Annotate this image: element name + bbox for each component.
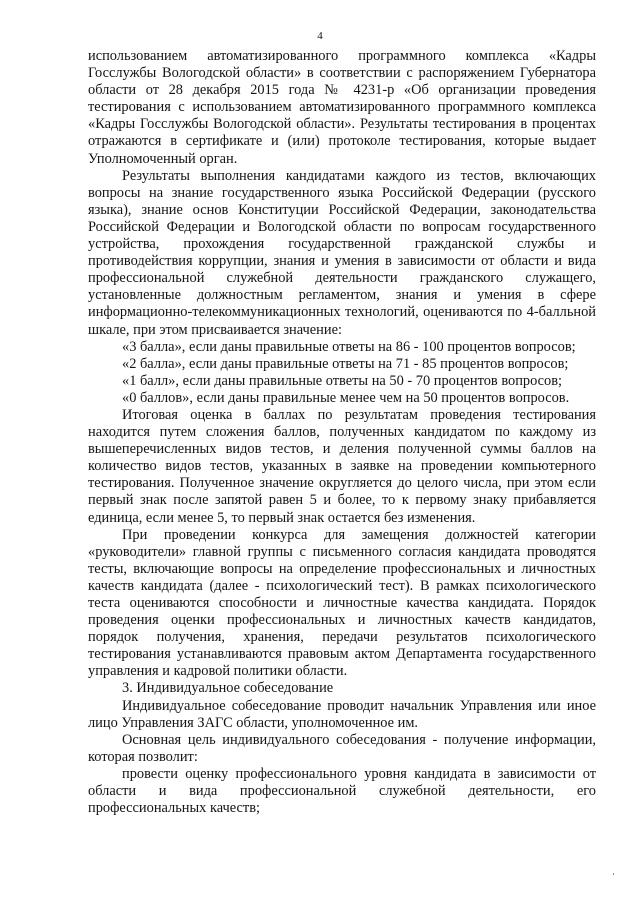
page-number: 4 [317, 30, 323, 42]
paragraph-interview-goal: Основная цель индивидуального собеседования - получение информации, которая позволит: [88, 731, 596, 765]
section-heading-interview: 3. Индивидуальное собеседование [122, 680, 334, 697]
list-item-score-1: «1 балл», если даны правильные ответы на 50 - 70 процентов вопросов; [122, 372, 563, 389]
list-item-score-3: «3 балла», если даны правильные ответы на 86 - 100 процентов вопросов; [122, 338, 576, 355]
document-body [88, 48, 596, 817]
paragraph-test-results: Результаты выполнения кандидатами каждого из тестов, включающих вопросы на знание государственного языка Российской Федерации (русского языка), знание основ Конституции Российской Федерации, законодательства Российской Федерации и Вологодской области по вопросам государственного устройства, прохождения государственной гражданской службы и противодействия коррупции, знания и умения в зависимости от области и вида профессиональной служебной деятельности гражданского служащего, установленные должностным регламентом, знания и умения в сфере информационно-телекоммуникационных технологий, оцениваются по 4-балльной шкале, при этом присваивается значение: [88, 167, 596, 338]
scan-mark [613, 873, 614, 875]
paragraph-interview-conductor: Индивидуальное собеседование проводит начальник Управления или иное лицо Управления ЗАГС области, уполномоченное им. [88, 697, 596, 731]
paragraph-psychological-test: При проведении конкурса для замещения должностей категории «руководители» главной группы с письменного согласия кандидата проводятся тесты, включающие вопросы на определение профессиональных и личностных качеств кандидата (далее - психологический тест). В рамках психологического теста оцениваются способности и личностные качества кандидата. Порядок проведения оценки профессиональных и личностных качеств кандидатов, порядок получения, хранения, передачи результатов психологического тестирования устанавливаются правовым актом Департамента государственного управления и кадровой политики области. [88, 526, 596, 680]
paragraph-final-score: Итоговая оценка в баллах по результатам проведения тестирования находится путем сложения баллов, полученных кандидатом по каждому из вышеперечисленных видов тестов, и деления полученной суммы баллов на количество видов тестов, указанных в заявке на проведении компьютерного тестирования. Полученное значение округляется до целого числа, при этом если первый знак после запятой равен 5 и более, то к первому знаку прибавляется единица, если менее 5, то первый знак остается без изменения. [88, 406, 596, 526]
list-item-assess-level: провести оценку профессионального уровня кандидата в зависимости от области и вида профессиональной служебной деятельности, его профессиональных качеств; [88, 765, 596, 817]
paragraph-testing-continuation: использованием автоматизированного программного комплекса «Кадры Госслужбы Вологодской области» в соответствии с распоряжением Губернатора области от 28 декабря 2015 года № 4231-р «Об организации проведения тестирования с использованием автоматизированного программного комплекса «Кадры Госслужбы Вологодской области». Результаты тестирования в процентах отражаются в сертификате и (или) протоколе тестирования, которые выдает Уполномоченный орган. [88, 48, 596, 167]
list-item-score-2: «2 балла», если даны правильные ответы на 71 - 85 процентов вопросов; [122, 355, 569, 372]
list-item-score-0: «0 баллов», если даны правильные менее чем на 50 процентов вопросов. [122, 389, 570, 406]
